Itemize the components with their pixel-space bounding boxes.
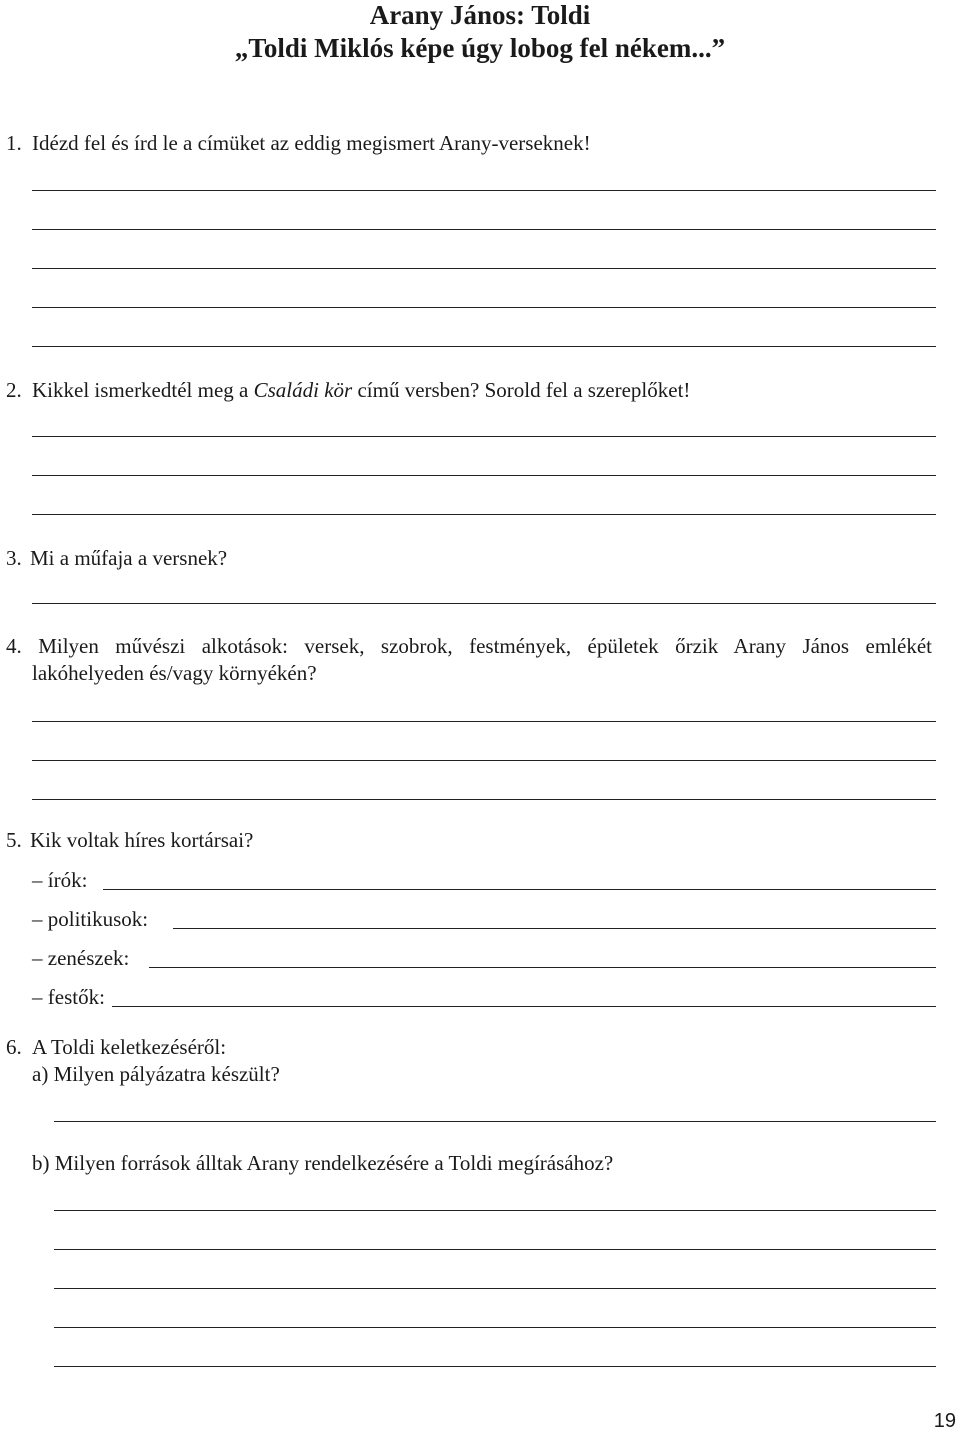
answer-line[interactable] — [112, 1006, 936, 1007]
answer-line[interactable] — [173, 928, 936, 929]
answer-line[interactable] — [32, 307, 936, 308]
question-2 — [6, 377, 690, 403]
answer-line[interactable] — [54, 1249, 936, 1250]
answer-line[interactable] — [32, 436, 936, 437]
answer-line[interactable] — [54, 1327, 936, 1328]
answer-line[interactable] — [32, 721, 936, 722]
question-text: Mi a műfaja a versnek? — [30, 546, 228, 570]
list-item-composers-label: – zenészek: — [32, 946, 130, 970]
answer-line[interactable] — [32, 268, 936, 269]
answer-line[interactable] — [32, 760, 936, 761]
answer-line[interactable] — [32, 799, 936, 800]
question-text: című versben? Sorold fel a szereplőket! — [352, 378, 691, 402]
answer-line[interactable] — [32, 603, 936, 604]
question-text: Kikkel ismerkedtél meg a — [32, 378, 254, 402]
question-text: A Toldi keletkezéséről: — [32, 1035, 227, 1059]
answer-line[interactable] — [32, 190, 936, 191]
list-item-writers-label: – írók: — [32, 868, 88, 892]
question-4 — [6, 633, 932, 659]
answer-line[interactable] — [54, 1121, 936, 1122]
page-number: 19 — [933, 1410, 956, 1432]
question-number: 1. — [6, 131, 22, 155]
question-number: 6. — [6, 1035, 22, 1059]
poem-title: Családi kör — [253, 378, 353, 402]
question-number: 4. — [6, 634, 22, 658]
list-item-painters-label: – festők: — [32, 985, 105, 1009]
question-text: Kik voltak híres kortársai? — [30, 828, 254, 852]
question-text: Idézd fel és írd le a címüket az eddig megismert Arany-verseknek! — [32, 131, 591, 155]
question-number: 5. — [6, 828, 22, 852]
question-4-continued: lakóhelyeden és/vagy környékén? — [32, 661, 317, 685]
answer-line[interactable] — [149, 967, 936, 968]
question-3 — [6, 545, 227, 571]
question-number: 2. — [6, 378, 22, 402]
answer-line[interactable] — [32, 346, 936, 347]
question-6a: a) Milyen pályázatra készült? — [32, 1062, 280, 1086]
answer-line[interactable] — [54, 1366, 936, 1367]
answer-line[interactable] — [32, 475, 936, 476]
question-6b: b) Milyen források álltak Arany rendelkezésére a Toldi megírásához? — [32, 1151, 614, 1175]
question-5 — [6, 827, 253, 853]
answer-line[interactable] — [54, 1210, 936, 1211]
answer-line[interactable] — [54, 1288, 936, 1289]
answer-line[interactable] — [32, 514, 936, 515]
list-item-politicians-label: – politikusok: — [32, 907, 149, 931]
question-number: 3. — [6, 546, 22, 570]
answer-line[interactable] — [32, 229, 936, 230]
worksheet-subtitle: „Toldi Miklós képe úgy lobog fel nékem...” — [234, 33, 726, 63]
question-text: Milyen művészi alkotások: versek, szobrok, festmények, épületek őrzik Arany János emlékét — [38, 634, 932, 658]
worksheet-title: Arany János: Toldi — [369, 0, 591, 30]
question-1 — [6, 130, 591, 156]
answer-line[interactable] — [103, 889, 936, 890]
question-6 — [6, 1034, 226, 1060]
